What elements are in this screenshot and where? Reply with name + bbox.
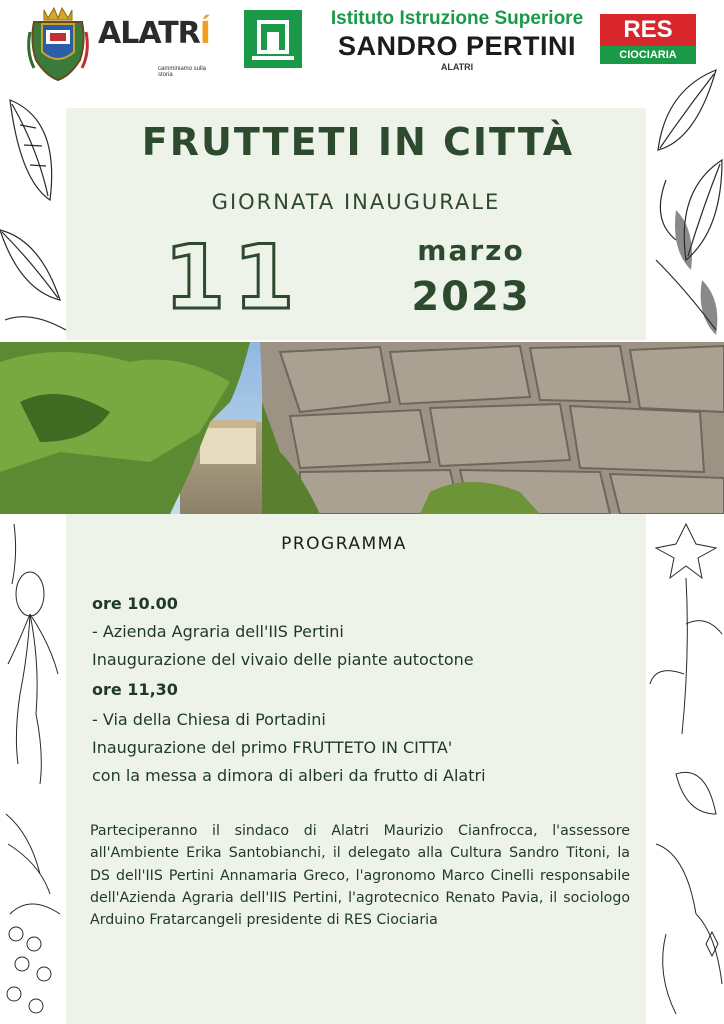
alatri-wordmark <box>98 16 210 51</box>
program-line: con la messa a dimora di alberi da frutto di Alatri <box>92 766 486 785</box>
program-line: - Via della Chiesa di Portadini <box>92 710 326 729</box>
program-heading: PROGRAMMA <box>281 534 407 554</box>
participants-paragraph: Parteciperanno il sindaco di Alatri Maurizio Cianfrocca, l'assessore all'Ambiente Erika Santobianchi, il delegato alla Cultura Sandro Titoni, la DS dell'IIS Pertini Annamaria Greco, l'agronomo Marco Cinelli responsabile dell'Azienda Agraria dell'IIS Pertini, l'agrotecnico Renato Pavia, il sociologo Arduino Fratarcangeli presidente di RES Ciociaria <box>90 823 630 929</box>
program-line: - Azienda Agraria dell'IIS Pertini <box>92 622 344 641</box>
school-city: ALATRI <box>440 62 474 72</box>
alatri-wordmark-accent: Í <box>199 16 210 51</box>
event-month: marzo <box>417 234 525 267</box>
alatri-logo <box>98 10 222 76</box>
school-name <box>322 8 592 72</box>
res-logo-top: RES <box>600 14 696 46</box>
event-year: 2023 <box>411 274 531 320</box>
flower-illustration <box>646 514 724 1024</box>
program-time: ore 10.00 <box>92 594 178 613</box>
leaf-illustration <box>0 80 70 340</box>
school-title: SANDRO PERTINI <box>337 31 577 61</box>
res-logo-bottom: CIOCIARIA <box>600 46 696 64</box>
header-logos <box>0 0 724 88</box>
alatri-tagline: camminiamo sulla storia <box>158 66 207 78</box>
event-day: 11 <box>164 226 303 329</box>
title-panel <box>66 108 646 340</box>
school-type: Istituto Istruzione Superiore <box>330 8 584 29</box>
program-time: ore 11,30 <box>92 680 178 699</box>
program-line: Inaugurazione del primo FRUTTETO IN CITTA' <box>92 738 453 757</box>
alatri-wordmark-main: ALATR <box>98 16 200 51</box>
event-title: FRUTTETI IN CITTÀ <box>141 120 575 164</box>
res-ciociaria-logo <box>600 14 696 64</box>
photo-ancient-wall <box>0 342 724 514</box>
root-illustration <box>0 514 66 1024</box>
coat-of-arms-icon <box>24 2 92 82</box>
school-building-icon <box>244 10 302 68</box>
program-line: Inaugurazione del vivaio delle piante autoctone <box>92 650 474 669</box>
event-subtitle: GIORNATA INAUGURALE <box>211 190 501 214</box>
leaf-illustration <box>646 60 724 340</box>
program-panel <box>66 514 646 1024</box>
